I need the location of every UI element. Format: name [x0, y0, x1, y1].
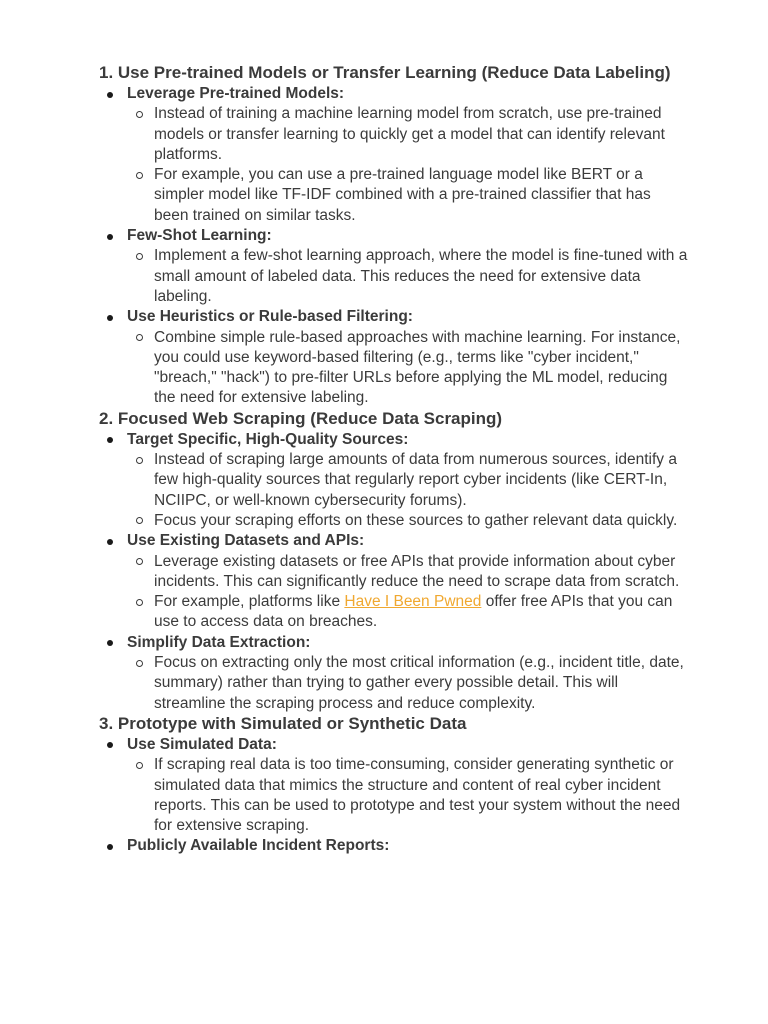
sub-item-text: Combine simple rule-based approaches with machine learning. For instance, you could use keyword-based filtering (e.g., terms like "cyber incident," "breach," "hack") to pre-filter URLs before applying the ML model, reducing the need for extensive labeling. — [154, 328, 681, 407]
bullet-icon — [107, 315, 113, 321]
circle-bullet-icon — [136, 558, 143, 565]
circle-bullet-icon — [136, 762, 143, 769]
sub-list-item — [127, 450, 689, 511]
bullet-label: Use Simulated Data: — [127, 735, 277, 753]
bullet-label: Leverage Pre-trained Models: — [127, 85, 345, 102]
sub-list — [127, 755, 689, 836]
sub-item-text: If scraping real data is too time-consuming, consider generating synthetic or simulated data that mimics the structure and content of real cyber incident reports. This can be used to prototype and test your system without the need for extensive scraping. — [154, 756, 681, 835]
sub-item-text: Leverage existing datasets or free APIs that provide information about cyber incidents. This can significantly reduce the need to scrape data from scratch. — [154, 552, 680, 590]
sub-item-text-after-link: offer free APIs that you can use to access data on breaches. — [154, 593, 673, 631]
sub-list — [127, 246, 689, 307]
bullet-icon — [107, 234, 113, 240]
sub-list-item — [127, 755, 689, 836]
list-item — [99, 226, 689, 307]
bullet-label: Simplify Data Extraction: — [127, 633, 311, 651]
list-item — [99, 531, 689, 632]
sub-list-item — [127, 165, 689, 226]
list-item — [99, 633, 689, 714]
circle-bullet-icon — [136, 599, 143, 606]
sub-list-item — [127, 104, 689, 165]
sub-item-text: Implement a few-shot learning approach, where the model is fine-tuned with a small amount of labeled data. This reduces the need for extensive data labeling. — [154, 247, 688, 305]
circle-bullet-icon — [136, 457, 143, 464]
list-item — [99, 307, 689, 408]
sub-list — [127, 653, 689, 714]
sub-list-item — [127, 552, 689, 593]
section-heading: 2. Focused Web Scraping (Reduce Data Scraping) — [99, 408, 503, 428]
circle-bullet-icon — [136, 253, 143, 260]
sub-item-text: Instead of training a machine learning model from scratch, use pre-trained models or transfer learning to quickly get a model that can identify relevant platforms. — [154, 105, 665, 163]
bullet-icon — [107, 844, 113, 850]
sub-list-item — [127, 653, 689, 714]
list-item — [99, 735, 689, 836]
bullet-list — [99, 84, 689, 409]
sub-item-text: Instead of scraping large amounts of data from numerous sources, identify a few high-quality sources that regularly report cyber incidents (like CERT-In, NCIIPC, or well-known cybersecurity forums). — [154, 451, 677, 509]
circle-bullet-icon — [136, 111, 143, 118]
have-i-been-pwned-link[interactable]: Have I Been Pwned — [344, 593, 482, 611]
bullet-icon — [107, 640, 113, 646]
circle-bullet-icon — [136, 334, 143, 341]
sub-list-item — [127, 511, 689, 531]
sub-list — [127, 104, 689, 226]
circle-bullet-icon — [136, 172, 143, 179]
section-heading: 3. Prototype with Simulated or Synthetic Data — [99, 713, 467, 733]
section-heading: 1. Use Pre-trained Models or Transfer Learning (Reduce Data Labeling) — [99, 63, 671, 82]
bullet-icon — [107, 92, 113, 98]
sub-list — [127, 328, 689, 409]
sub-list — [127, 450, 689, 531]
circle-bullet-icon — [136, 517, 143, 524]
list-item — [99, 430, 689, 531]
bullet-label: Publicly Available Incident Reports: — [127, 837, 390, 855]
sub-item-text: Focus your scraping efforts on these sources to gather relevant data quickly. — [154, 511, 678, 529]
sub-list-item — [127, 246, 689, 307]
bullet-label: Use Heuristics or Rule-based Filtering: — [127, 308, 413, 326]
sub-list — [127, 552, 689, 633]
circle-bullet-icon — [136, 660, 143, 667]
document-body — [99, 63, 689, 857]
bullet-icon — [107, 437, 113, 443]
bullet-icon — [107, 539, 113, 545]
sub-item-text-before-link: For example, platforms like — [154, 593, 345, 611]
bullet-list — [99, 735, 689, 857]
sub-list-item — [127, 592, 689, 633]
sub-item-text: For example, you can use a pre-trained language model like BERT or a simpler model like TF-IDF combined with a pre-trained classifier that has been trained on similar tasks. — [154, 166, 651, 224]
bullet-icon — [107, 742, 113, 748]
list-item — [99, 84, 689, 226]
sub-list-item — [127, 328, 689, 409]
bullet-label: Target Specific, High-Quality Sources: — [127, 430, 409, 448]
sub-item-text: Focus on extracting only the most critical information (e.g., incident title, date, summary) rather than trying to gather every possible detail. This will streamline the scraping process and reduce complexity. — [154, 654, 684, 712]
bullet-label: Few-Shot Learning: — [127, 227, 272, 245]
bullet-list — [99, 430, 689, 714]
list-item — [99, 836, 689, 856]
bullet-label: Use Existing Datasets and APIs: — [127, 532, 365, 550]
